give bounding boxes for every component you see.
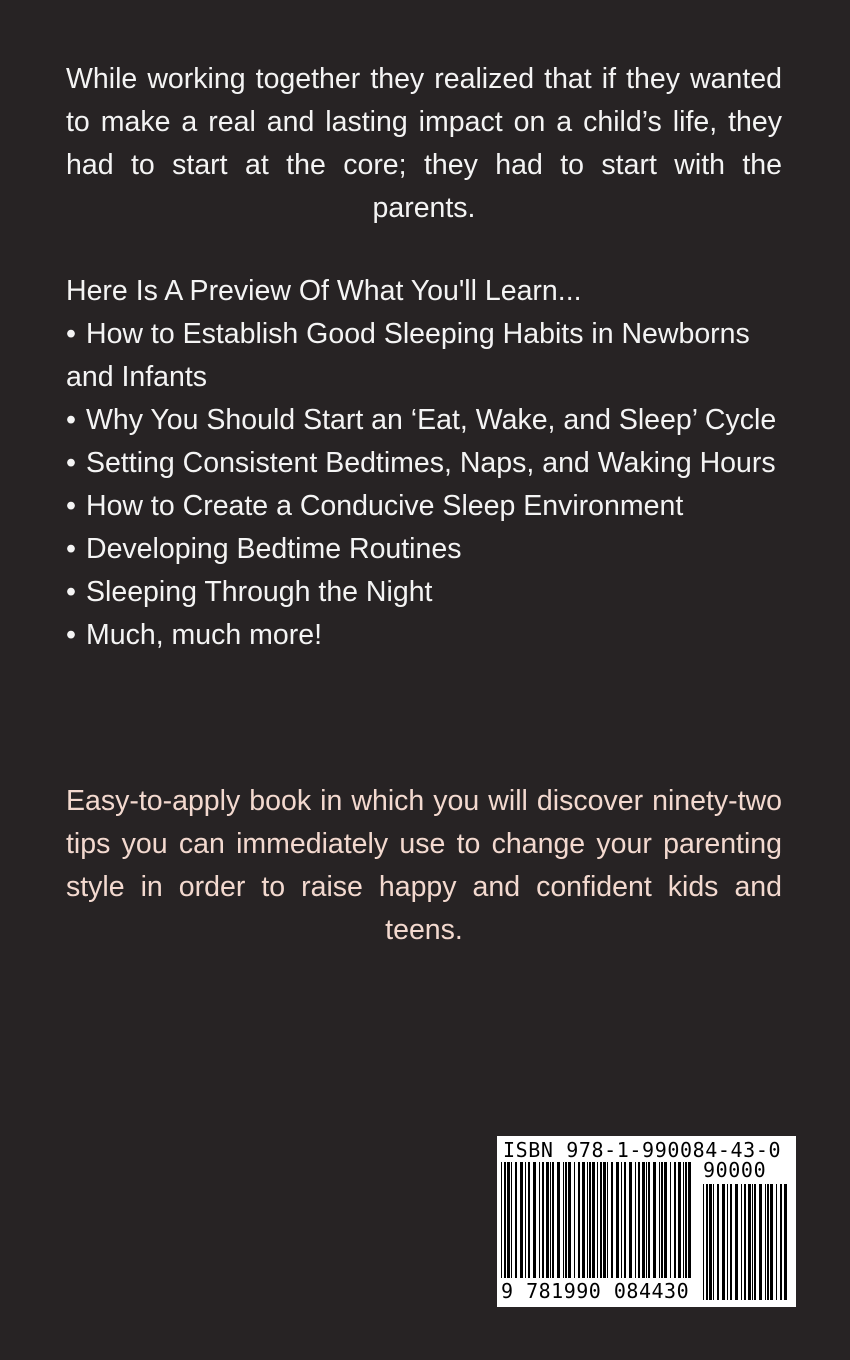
- barcode-bar: [504, 1162, 506, 1282]
- barcode-bar: [574, 1162, 575, 1282]
- barcode-bar: [674, 1162, 676, 1282]
- barcode-bar: [600, 1162, 602, 1282]
- barcode-bar: [629, 1162, 632, 1282]
- barcode-bar: [550, 1162, 551, 1282]
- barcode-bar: [730, 1184, 732, 1300]
- barcode-bar: [589, 1162, 591, 1282]
- barcode-bar: [582, 1162, 585, 1282]
- barcode-bar: [727, 1184, 728, 1300]
- barcode-bar: [653, 1162, 656, 1282]
- barcode-bar: [706, 1184, 708, 1300]
- list-item: [66, 313, 782, 399]
- barcode-bar: [624, 1162, 626, 1282]
- barcode-addon-bars: [703, 1184, 791, 1300]
- list-item-text: How to Create a Conducive Sleep Environment: [86, 490, 684, 522]
- barcode-bar: [722, 1184, 725, 1300]
- barcode-bar: [744, 1184, 746, 1300]
- list-item-text: How to Establish Good Sleeping Habits in Newborns and Infants: [66, 318, 750, 393]
- list-item-text: Sleeping Through the Night: [86, 576, 433, 608]
- barcode-bar: [578, 1162, 580, 1282]
- bullet-icon: •: [66, 619, 76, 651]
- list-item: [66, 571, 782, 614]
- barcode-bar: [770, 1184, 773, 1300]
- list-item-text: Why You Should Start an ‘Eat, Wake, and Sleep’ Cycle: [86, 404, 777, 436]
- intro-paragraph: While working together they realized that if they wanted to make a real and lasting impact on a child’s life, they had to start at the core; they had to start with the parents.: [66, 63, 782, 224]
- barcode-bar: [759, 1184, 762, 1300]
- barcode-bar: [515, 1162, 517, 1282]
- barcode-bar: [735, 1184, 738, 1300]
- bullet-icon: •: [66, 533, 76, 565]
- barcode-bar: [616, 1162, 619, 1282]
- barcode-bar: [685, 1162, 687, 1282]
- barcode-bar: [776, 1184, 777, 1300]
- barcode-bar: [621, 1162, 622, 1282]
- barcode-bar: [542, 1162, 544, 1282]
- barcode-bar: [507, 1162, 510, 1282]
- list-item: [66, 399, 782, 442]
- list-item-text: Much, much more!: [86, 619, 322, 651]
- barcode-bar: [717, 1184, 719, 1300]
- barcode-bar: [638, 1162, 640, 1282]
- barcode-bar: [754, 1184, 756, 1300]
- barcode-bar: [611, 1162, 613, 1282]
- preview-list: [66, 313, 782, 657]
- list-item-text: Setting Consistent Bedtimes, Naps, and Waking Hours: [86, 447, 776, 479]
- barcode-bar: [539, 1162, 540, 1282]
- list-item: [66, 614, 782, 657]
- preview-section: [66, 270, 782, 657]
- bullet-icon: •: [66, 576, 76, 608]
- barcode-bar: [661, 1162, 663, 1282]
- barcode-bar: [703, 1184, 704, 1300]
- barcode-bar: [525, 1162, 526, 1282]
- bullet-icon: •: [66, 447, 76, 479]
- barcode-bar: [748, 1184, 751, 1300]
- barcode-bar: [501, 1162, 502, 1282]
- barcode-bar: [648, 1162, 650, 1282]
- barcode-bar: [767, 1184, 769, 1300]
- barcode-bar: [659, 1162, 660, 1282]
- barcode-bar: [713, 1184, 714, 1300]
- barcode-bar: [635, 1162, 636, 1282]
- barcode-bar: [520, 1162, 523, 1282]
- barcode-bar: [752, 1184, 753, 1300]
- barcode-bar: [664, 1162, 667, 1282]
- barcode-bar: [587, 1162, 588, 1282]
- barcode-bar: [683, 1162, 684, 1282]
- bullet-icon: •: [66, 404, 76, 436]
- barcode-bar: [546, 1162, 549, 1282]
- barcode-bar: [563, 1162, 564, 1282]
- barcode-main-bars: [501, 1162, 693, 1282]
- list-item: [66, 485, 782, 528]
- bullet-icon: •: [66, 318, 76, 350]
- isbn-barcode: [497, 1136, 796, 1307]
- barcode-bar: [592, 1162, 595, 1282]
- list-item: [66, 442, 782, 485]
- barcode-bar: [533, 1162, 536, 1282]
- promo-paragraph: Easy-to-apply book in which you will discover ninety-two tips you can immediately use to change your parenting style in order to raise happy and confident kids and teens.: [66, 785, 782, 946]
- list-item: [66, 528, 782, 571]
- list-item-text: Developing Bedtime Routines: [86, 533, 462, 565]
- barcode-bar: [784, 1184, 787, 1300]
- barcode-bar: [557, 1162, 560, 1282]
- barcode-bar: [646, 1162, 647, 1282]
- barcode-bar: [741, 1184, 742, 1300]
- barcode-bar: [642, 1162, 645, 1282]
- bullet-icon: •: [66, 490, 76, 522]
- barcode-bar: [765, 1184, 766, 1300]
- barcode-bar: [552, 1162, 554, 1282]
- barcode-bar: [528, 1162, 530, 1282]
- barcode-bar: [597, 1162, 598, 1282]
- barcode-bar: [603, 1162, 606, 1282]
- barcode-bar: [678, 1162, 681, 1282]
- preview-heading: Here Is A Preview Of What You'll Learn...: [66, 275, 582, 307]
- barcode-bar: [607, 1162, 608, 1282]
- barcode-bar: [670, 1162, 671, 1282]
- barcode-bar: [565, 1162, 567, 1282]
- barcode-ean-digits: 9 781990 084430: [501, 1279, 690, 1303]
- barcode-bar: [780, 1184, 782, 1300]
- barcode-bar: [688, 1162, 691, 1282]
- barcode-addon-code: 90000: [703, 1158, 767, 1182]
- barcode-bar: [568, 1162, 571, 1282]
- barcode-bar: [709, 1184, 712, 1300]
- barcode-bar: [511, 1162, 512, 1282]
- isbn-label: ISBN 978-1-990084-43-0: [503, 1138, 782, 1162]
